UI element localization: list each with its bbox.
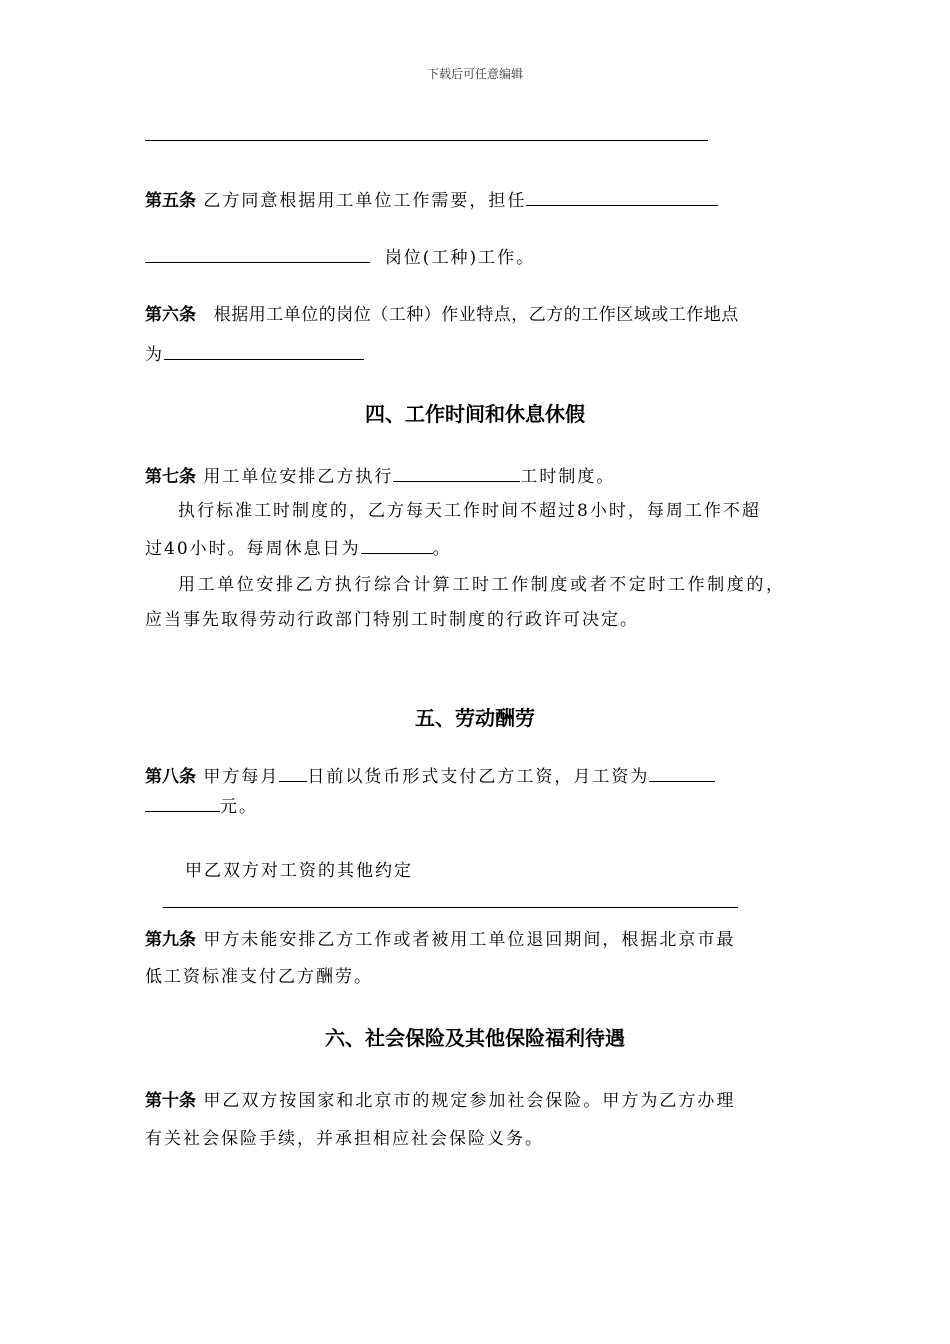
article-8-other-blank — [163, 907, 738, 908]
article-5-line-1 — [145, 186, 718, 211]
article-7-para-2-b: 。 — [432, 539, 452, 559]
article-7-label: 第七条 — [145, 467, 196, 487]
article-8-blank-day — [279, 763, 307, 782]
article-5-blank-2 — [145, 244, 370, 263]
article-10-text: 甲乙双方按国家和北京市的规定参加社会保险。甲方为乙方办理 — [203, 1091, 736, 1111]
article-6-label: 第六条 — [145, 305, 196, 325]
article-7-para-2 — [145, 534, 452, 559]
article-7-para-3: 用工单位安排乙方执行综合计算工时工作制度或者不定时工作制度的， — [178, 575, 786, 595]
article-7-text-b: 工时制度。 — [520, 467, 616, 487]
article-5-label: 第五条 — [145, 191, 196, 211]
article-8-blank-salary-2 — [145, 793, 220, 812]
article-10-line-2: 有关社会保险手续，并承担相应社会保险义务。 — [145, 1129, 544, 1149]
article-8-text-b: 日前以货币形式支付乙方工资，月工资为 — [307, 767, 650, 787]
article-9-line-2: 低工资标准支付乙方酬劳。 — [145, 967, 373, 987]
article-8-blank-salary — [649, 763, 715, 782]
article-9-label: 第九条 — [145, 930, 196, 950]
article-7-blank-2 — [361, 535, 433, 554]
article-7-para-1: 执行标准工时制度的，乙方每天工作时间不超过8小时，每周工作不超 — [178, 501, 761, 521]
section-6-heading: 六、社会保险及其他保险福利待遇 — [325, 1026, 625, 1050]
section-5-heading: 五、劳动酬劳 — [415, 706, 535, 730]
article-6-blank — [164, 341, 364, 360]
article-6-text: 根据用工单位的岗位（工种）作业特点，乙方的工作区域或工作地点 — [213, 305, 739, 325]
article-7-text-a: 用工单位安排乙方执行 — [203, 467, 394, 487]
article-5-line-2 — [145, 243, 535, 268]
article-9-line-1 — [145, 925, 735, 950]
article-9-text: 甲方未能安排乙方工作或者被用工单位退回期间，根据北京市最 — [203, 930, 736, 950]
section-4-heading: 四、工作时间和休息休假 — [365, 402, 585, 426]
article-8-text-a: 甲方每月 — [203, 767, 280, 787]
article-7-blank-1 — [393, 463, 520, 482]
page-header: 下载后可任意编辑 — [426, 67, 523, 81]
article-5-blank-1 — [526, 187, 718, 206]
article-5-text: 乙方同意根据用工单位工作需要，担任 — [203, 191, 527, 211]
article-7-line-1 — [145, 462, 615, 487]
article-8-other: 甲乙双方对工资的其他约定 — [185, 861, 413, 881]
article-6-text-2: 为 — [145, 345, 164, 365]
article-6-line-1 — [145, 300, 739, 325]
blank-line-top — [145, 140, 708, 141]
article-7-para-4: 应当事先取得劳动行政部门特别工时制度的行政许可决定。 — [145, 610, 639, 630]
article-8-label: 第八条 — [145, 767, 196, 787]
article-5-text-2: 岗位(工种)工作。 — [384, 248, 536, 268]
article-7-para-2-a: 过40小时。每周休息日为 — [145, 539, 361, 559]
article-10-line-1 — [145, 1086, 735, 1111]
article-8-text-2: 元。 — [220, 797, 258, 817]
article-8-line-1 — [145, 762, 715, 787]
article-8-line-2 — [145, 792, 258, 817]
article-6-line-2 — [145, 340, 364, 365]
article-10-label: 第十条 — [145, 1091, 196, 1111]
